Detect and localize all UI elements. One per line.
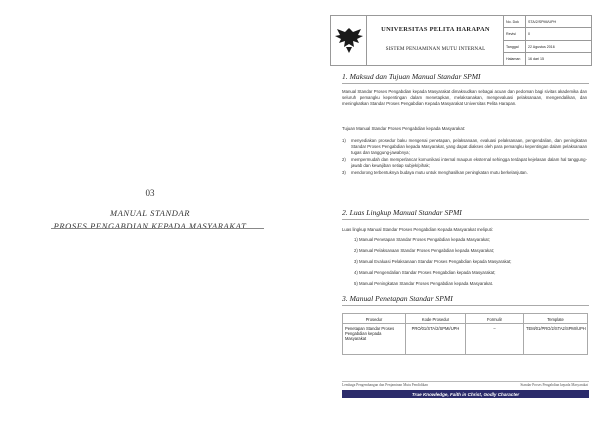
table-row — [343, 324, 587, 354]
header-title-cell — [367, 16, 504, 65]
section-divider — [342, 83, 589, 84]
meta-key: Tanggal — [506, 44, 519, 49]
document-meta — [504, 16, 591, 65]
meta-value: 22 Agustus 2016 — [528, 44, 555, 49]
scope-intro: Luas lingkup Manual Standar Proses Pengabdian Kepada Masyarakat meliputi: — [342, 227, 493, 232]
goals-intro: Tujuan Manual Standar Proses Pengabdian kepada Masyarakat: — [342, 126, 466, 131]
footer-left-text: Lembaga Pengembangan dan Penjaminan Mutu Pendidikan — [342, 383, 428, 387]
table-cell: Penetapan Standar Proses Pengabdian kepada Masyarakat — [343, 324, 406, 354]
list-item — [342, 170, 587, 176]
section-1-title: 1. Maksud dan Tujuan Manual Standar SPMI — [342, 72, 481, 81]
column-header: Formulir — [466, 314, 524, 323]
scope-item: 4) Manual Pengendalian Standar Proses Pengabdian kepada Masyarakat; — [354, 270, 496, 275]
table-cell: – — [466, 324, 524, 354]
chapter-number: 03 — [145, 188, 155, 198]
column-header: Prosedur — [343, 314, 406, 323]
list-item — [342, 157, 587, 169]
cover-title-line-1: MANUAL STANDAR — [109, 208, 191, 218]
meta-key: Revisi — [506, 32, 516, 37]
list-number: 3) — [342, 170, 346, 176]
scope-item: 5) Manual Peningkatan Standar Proses Pengabdian kepada Masyarakat. — [354, 281, 494, 286]
section-2-title: 2. Luas Lingkup Manual Standar SPMI — [342, 208, 462, 217]
list-number: 2) — [342, 157, 346, 163]
cover-divider — [51, 228, 264, 229]
university-logo — [331, 16, 367, 65]
list-text: mempermudah dan memperlancar komunikasi internal maupun eksternal sehingga terdapat kejelasan dalam hal tanggung-jawab dan kewajiban setiap subjek/pihak; — [351, 157, 587, 169]
list-number: 1) — [342, 138, 346, 143]
cover-block — [0, 188, 300, 231]
meta-row — [504, 16, 591, 28]
list-item — [342, 138, 587, 156]
scope-item: 3) Manual Evaluasi Pelaksanaan Standar Proses Pengabdian kepada Masyarakat; — [354, 259, 512, 264]
footer-right-text: Standar Proses Pengabdian kepada Masyarakat — [520, 383, 588, 387]
table-header-row — [343, 314, 587, 324]
list-text: menyediakan prosedur baku mengenai penetapan, pelaksanaan, evaluasi pelaksanaan, pengendalian, dan peningkatan Standar Proses Pengabdian kepada Masyarakat, yang dapat diakses oleh para pemangku kepentingan dalam pelaksanaan tugas dan tanggung-jawabnya; — [351, 138, 587, 156]
meta-value: 0 — [528, 32, 530, 37]
meta-row — [504, 41, 591, 53]
university-name: UNIVERSITAS PELITA HARAPAN — [381, 26, 490, 33]
meta-key: No. Dok — [506, 20, 519, 24]
table-cell: TEM/01/PRO/2/STA2/SPMI/UPH — [526, 326, 586, 331]
meta-value: 16 dari 15 — [528, 56, 544, 61]
meta-key: Halaman — [506, 56, 521, 61]
list-text: mendorong terbentuknya budaya mutu untuk menghasilkan peningkatan mutu berkelanjutan. — [351, 170, 528, 176]
table-cell: PRO/01/STA/2/SPMI/UPH — [406, 324, 466, 354]
system-name: SISTEM PENJAMINAN MUTU INTERNAL — [385, 46, 486, 52]
right-page — [330, 0, 592, 424]
section-1-paragraph: Manual Standar Proses Pengabdian kepada Masyarakat dimaksudkan sebagai acuan dan pedoman bagi sivitas akademika dan seluruh pemangku kepentingan dalam menetapkan, melaksanakan, mengevaluasi pelaksanaan, mengendalikan, dan meningkatkan Standar Proses Pengabdian Kepada Masyarakat Universitas Pelita Harapan. — [342, 89, 587, 107]
meta-row — [504, 53, 591, 65]
scope-item: 2) Manual Pelaksanaan Standar Proses Pengabdian kepada Masyarakat; — [354, 248, 494, 253]
column-header: Template — [547, 316, 564, 322]
motto-bar — [342, 390, 589, 398]
meta-row — [504, 28, 591, 40]
goals-list — [342, 138, 587, 178]
column-header: Kode Prosedur — [406, 314, 466, 323]
cover-title-line-2: PROSES PENGABDIAN KEPADA MASYARAKAT — [53, 221, 247, 231]
section-divider — [342, 219, 589, 220]
motto-text: True Knowledge, Faith in Christ, Godly Character — [411, 391, 520, 397]
document-header — [330, 15, 592, 66]
meta-value: STA/2/SPMI/UPH — [528, 20, 557, 24]
eagle-emblem-icon — [331, 16, 367, 65]
section-3-title: 3. Manual Penetapan Standar SPMI — [342, 294, 453, 303]
footer-divider — [342, 381, 589, 382]
procedure-table — [342, 313, 588, 355]
scope-item: 1) Manual Penetapan Standar Proses Pengabdian kepada Masyarakat; — [354, 237, 490, 242]
section-divider — [342, 305, 589, 306]
